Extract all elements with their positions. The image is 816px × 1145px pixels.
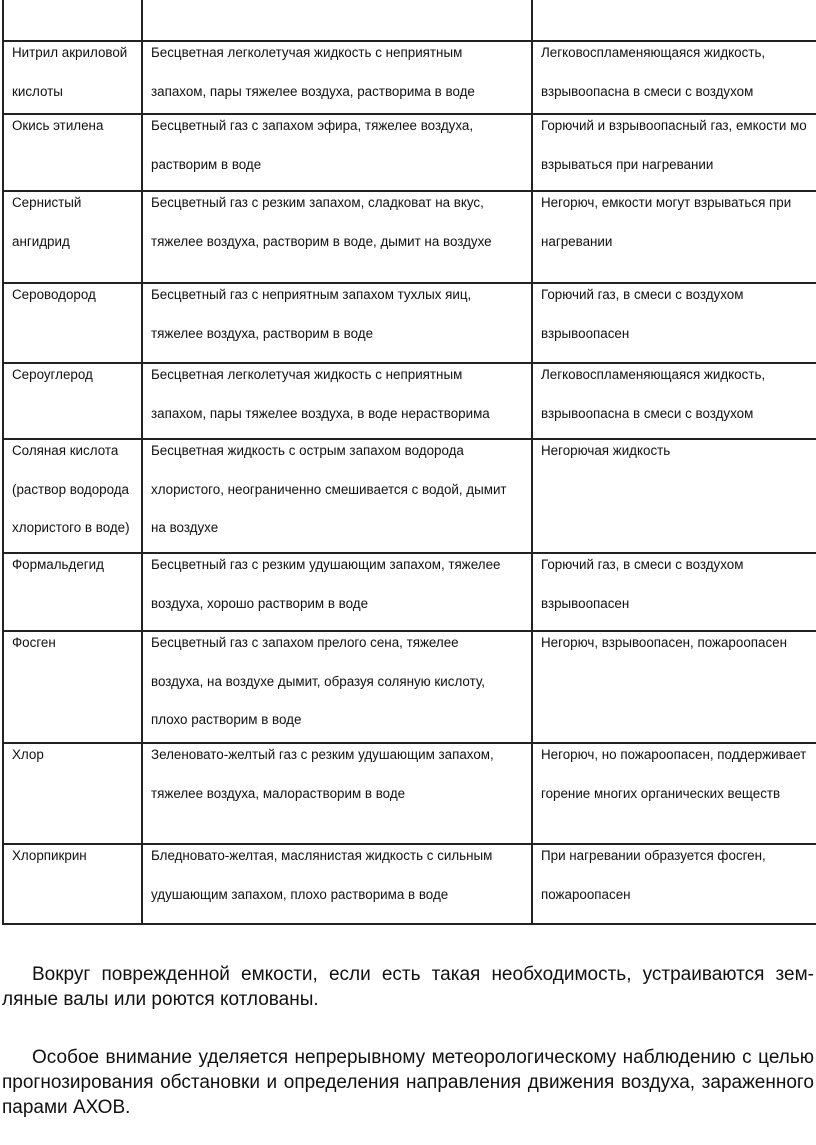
cell-text-line: пожароопасен [541,886,631,902]
cell-text-line: взрывоопасна в смеси с воздухом [541,83,754,99]
cell-text-line: запахом, пары тяжелее воздуха, растворима в воде [151,83,475,99]
cell-text-line: Нитрил акриловой [12,45,128,60]
cell-text-line: Горючий газ, в смеси с воздухом [541,287,744,302]
cell-text-line: взрывоопасен [541,325,630,341]
table-row [2,113,816,190]
cell-text-line: Соляная кислота [12,443,119,458]
properties-cell [141,192,531,282]
cell-text-line: Зеленовато-желтый газ с резким удушающим запахом, [151,747,494,762]
substance-name-cell [4,744,141,843]
cell-text-line: тяжелее воздуха, малорастворим в воде [151,785,406,801]
cell-text-line: Бесцветный газ с резким удушающим запахом, тяжелее [151,557,501,572]
cell-text-line: воздуха, хорошо растворим в воде [151,595,369,611]
properties-cell [141,115,531,190]
cell-text-line: Негорючая жидкость [541,443,671,458]
cell-text-line: запахом, пары тяжелее воздуха, в воде нерастворима [151,405,490,421]
cell-text-line: Легковоспламеняющаяся жидкость, [541,367,766,382]
table-row [2,0,816,40]
hazard-cell [531,364,816,438]
hazard-cell [531,440,816,552]
substance-name-cell [4,284,141,362]
cell-text-line [151,0,531,14]
substance-name-cell [4,42,141,113]
substance-name-cell [4,440,141,552]
cell-text-line: Бледновато-желтая, маслянистая жидкость с сильным [151,848,493,863]
hazard-cell [531,284,816,362]
cell-text-line: Хлорпикрин [12,848,87,863]
cell-text-line: Негорюч, емкости могут взрываться при [541,195,792,210]
cell-text-line: Фосген [12,635,56,650]
cell-text-line: растворим в воде [151,156,262,172]
cell-text-line: Сероуглерод [12,367,93,382]
cell-text-line: Негорюч, но пожароопасен, поддерживает [541,747,807,762]
table-row [2,630,816,742]
cell-text-line: Бесцветная легколетучая жидкость с неприятным [151,367,463,382]
properties-cell [141,554,531,630]
table-row [2,438,816,552]
properties-cell [141,284,531,362]
substance-name-cell [4,845,141,923]
table-row [2,190,816,282]
cell-text-line: Бесцветный газ с запахом прелого сена, тяжелее [151,635,459,650]
substance-name-cell [4,364,141,438]
cell-text-line: Хлор [12,747,44,762]
cell-text-line [541,0,816,14]
cell-text-line: плохо растворим в воде [151,712,302,727]
cell-text-line: Окись этилена [12,118,104,133]
table-row [2,282,816,362]
substance-name-cell [4,192,141,282]
properties-cell [141,632,531,742]
cell-text-line: Сернистый [12,195,82,210]
properties-cell [141,440,531,552]
table-row [2,552,816,630]
cell-text-line: Формальдегид [12,557,104,572]
cell-text-line: Бесцветный газ с запахом эфира, тяжелее воздуха, [151,118,474,133]
hazard-cell [531,192,816,282]
hazard-cell [531,632,816,742]
properties-cell [141,744,531,843]
hazard-cell [531,0,816,40]
table-row [2,843,816,925]
cell-text-line: кислоты [12,83,63,99]
cell-text-line: взрывоопасен [541,595,630,611]
cell-text-line: взрывоопасна в смеси с воздухом [541,405,754,421]
cell-text-line: на воздухе [151,520,219,535]
paragraph-meteorological-observation: Особое внимание уделяется непрерывному метеорологическому наблюдению с целью прогнозирования обстановки и определения направления движения воздуха, зараженного парами АХОВ. [2,1047,814,1118]
hazard-cell [531,115,816,190]
substance-name-cell [4,115,141,190]
table-row [2,742,816,843]
substance-name-cell [4,0,141,40]
hazard-cell [531,845,816,923]
cell-text-line: Легковоспламеняющаяся жидкость, [541,45,766,60]
cell-text-line: тяжелее воздуха, растворим в воде [151,325,374,341]
cell-text-line: взрываться при нагревании [541,156,714,172]
cell-text-line: воздуха, на воздухе дымит, образуя соляную кислоту, [151,673,485,689]
cell-text-line: Сероводород [12,287,96,302]
cell-text-line: удушающим запахом, плохо растворима в воде [151,886,449,902]
hazard-cell [531,744,816,843]
cell-text-line: Бесцветный газ с резким запахом, сладковат на вкус, [151,195,484,210]
cell-text-line: Бесцветная легколетучая жидкость с неприятным [151,45,463,60]
properties-cell [141,364,531,438]
cell-text-line: (раствор водорода [12,481,129,497]
cell-text-line: тяжелее воздуха, растворим в воде, дымит на воздухе [151,233,492,249]
paragraph-embankments: Вокруг поврежденной емкости, если есть такая необходимость, устраиваются зем-ляные валы или роются котлованы. [2,964,814,1010]
cell-text-line: ангидрид [12,233,70,249]
substance-name-cell [4,632,141,742]
properties-cell [141,845,531,923]
cell-text-line: нагревании [541,233,613,249]
cell-text-line: хлористого в воде) [12,520,130,535]
cell-text-line: Горючий и взрывоопасный газ, емкости мо [541,118,807,133]
hazard-cell [531,554,816,630]
cell-text-line: хлористого, неограниченно смешивается с водой, дымит [151,481,507,497]
cell-text-line: При нагревании образуется фосген, [541,848,766,863]
table-row [2,40,816,113]
cell-text-line: Горючий газ, в смеси с воздухом [541,557,744,572]
cell-text-line: Негорюч, взрывоопасен, пожароопасен [541,635,788,650]
properties-cell [141,42,531,113]
cell-text-line: горение многих органических веществ [541,785,781,801]
hazard-cell [531,42,816,113]
substance-name-cell [4,554,141,630]
table-row [2,362,816,438]
properties-cell [141,0,531,40]
cell-text-line: Бесцветный газ с неприятным запахом тухлых яиц, [151,287,472,302]
cell-text-line: Бесцветная жидкость с острым запахом водорода [151,443,464,458]
